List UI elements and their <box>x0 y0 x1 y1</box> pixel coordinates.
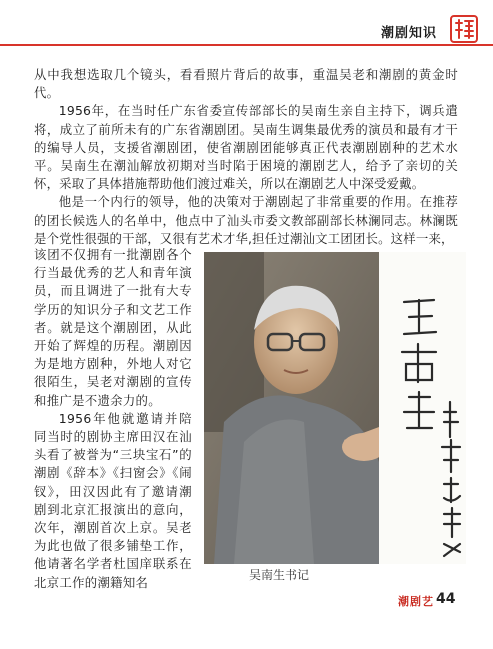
article-left-column <box>34 246 192 592</box>
photo-caption: 吴南生书记 <box>248 568 309 582</box>
portrait-illustration <box>204 252 466 564</box>
paragraph-2: 1956年，在当时任广东省委宣传部部长的吴南生亲自主持下，调兵遣将，成立了前所未有的广东省潮剧团。吴南生调集最优秀的演员和最有才干的编导人员，支援省潮剧团，使省潮剧团能够真正代表潮剧剧种的艺术水平。吴南生在潮汕解放初期对当时陷于困境的潮剧艺人，给予了亲切的关怀，采取了具体措施帮助他们渡过难关，所以在潮剧艺人中深受爱戴。 <box>34 103 458 192</box>
seal-logo-svg <box>449 14 479 44</box>
portrait-photo <box>204 252 466 564</box>
article-top <box>34 66 458 248</box>
paragraph-3a: 他是一个内行的领导，他的决策对于潮剧起了非常重要的作用。在推荐的团长候选人的名单中，他点中了汕头市委文教部副部长林澜同志。林澜既是个党性很强的干部，又很有艺术才华,担任过潮汕文工团团长。这样一来， <box>34 194 458 246</box>
section-title: 潮剧知识 <box>380 26 437 41</box>
footer-brand-logo: 潮剧艺 <box>398 595 434 608</box>
paragraph-1: 从中我想选取几个镜头，看看照片背后的故事，重温吴老和潮剧的黄金时代。 <box>34 67 458 101</box>
paragraph-3b: 该团不仅拥有一批潮剧各个行当最优秀的艺人和青年演员，而且调进了一批有大专学历的知识分子和文艺工作者。就是这个潮剧团，从此开始了辉煌的历程。潮剧因为是地方剧种，外地人对它很陌生，吴老对潮剧的宣传和推广是不遗余力的。 <box>34 247 192 408</box>
paragraph-4: 1956年他就邀请并陪同当时的剧协主席田汉在汕头看了被誉为“三块宝石”的潮剧《辞本》《扫窗会》《闹钗》，田汉因此有了邀请潮剧到北京汇报演出的意向，次年，潮剧首次上京。吴老为此也做了很多铺垫工作，他请著名学者杜国庠联系在北京工作的潮籍知名 <box>34 410 192 590</box>
seal-logo-icon <box>449 14 479 44</box>
header-divider <box>0 44 493 46</box>
page-number: 44 <box>436 591 456 607</box>
